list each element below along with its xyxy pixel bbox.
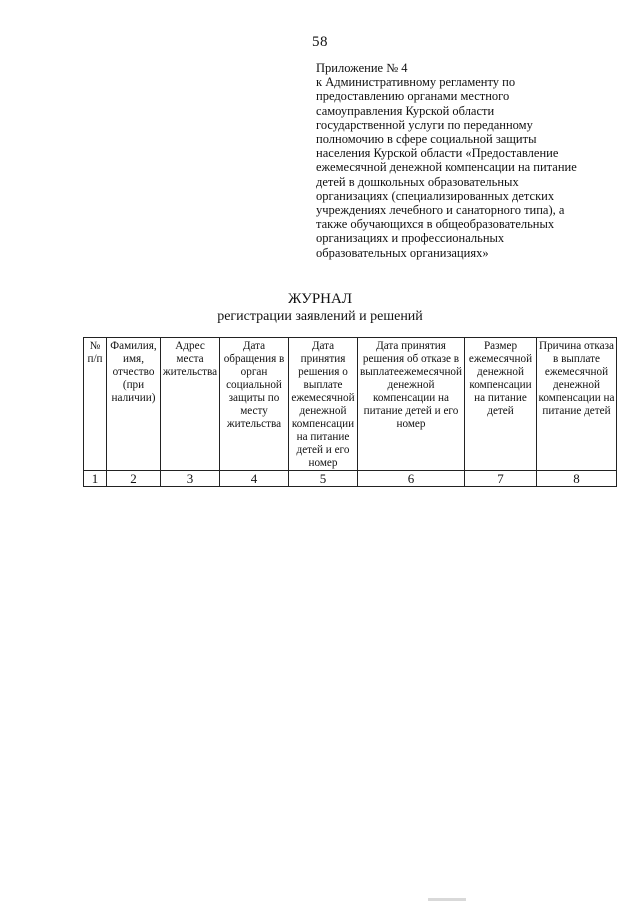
column-header-payment-decision: Дата принятия решения о выплате ежемесячной денежной компенсации на питание детей и его номер [289,338,358,471]
column-number-cell: 1 [84,471,107,487]
appendix-line: также обучающихся в общеобразовательных [316,217,555,232]
appendix-line: учреждениях лечебного и санаторного типа), а [316,203,565,218]
appendix-line: детей в дошкольных образовательных [316,174,519,189]
appendix-caption [316,61,616,260]
column-number-cell: 7 [465,471,537,487]
appendix-line: полномочию в сфере социальной защиты [316,132,537,147]
appendix-line: образовательных организациях» [316,245,489,260]
appendix-line: государственной услуги по переданному [316,117,533,132]
column-header-refusal-reason: Причина отказа в выплате ежемесячной денежной компенсации на питание детей [537,338,617,471]
column-header-number: № п/п [84,338,107,471]
column-header-refusal-decision: Дата принятия решения об отказе в выплатеежемесячной денежной компенсации на питание детей и его номер [358,338,465,471]
appendix-line: Приложение № 4 [316,61,408,75]
registration-journal-table [83,337,617,487]
appendix-line: предоставлению органами местного [316,89,510,104]
column-number-cell: 6 [358,471,465,487]
column-number-cell: 8 [537,471,617,487]
column-number-cell: 2 [107,471,161,487]
column-number-cell: 4 [220,471,289,487]
table-header-row [84,338,617,471]
column-header-full-name: Фамилия, имя, отчество (при наличии) [107,338,161,471]
appendix-line: населения Курской области «Предоставление [316,146,559,161]
column-number-row [84,471,617,487]
appendix-line: организациях и профессиональных [316,231,505,246]
column-header-application-date: Дата обращения в орган социальной защиты по месту жительства [220,338,289,471]
appendix-line: самоуправления Курской области [316,103,495,118]
column-header-address: Адрес места жительства [161,338,220,471]
column-header-compensation-amount: Размер ежемесячной денежной компенсации на питание детей [465,338,537,471]
page-number: 58 [312,34,328,50]
appendix-line: к Административному регламенту по [316,75,516,90]
appendix-line: организациях (специализированных детских [316,188,555,203]
journal-subtitle: регистрации заявлений и решений [217,309,423,324]
column-number-cell: 3 [161,471,220,487]
scan-artifact [428,898,466,901]
journal-title: ЖУРНАЛ [287,291,353,307]
appendix-line: ежемесячной денежной компенсации на питание [316,160,577,175]
column-number-cell: 5 [289,471,358,487]
